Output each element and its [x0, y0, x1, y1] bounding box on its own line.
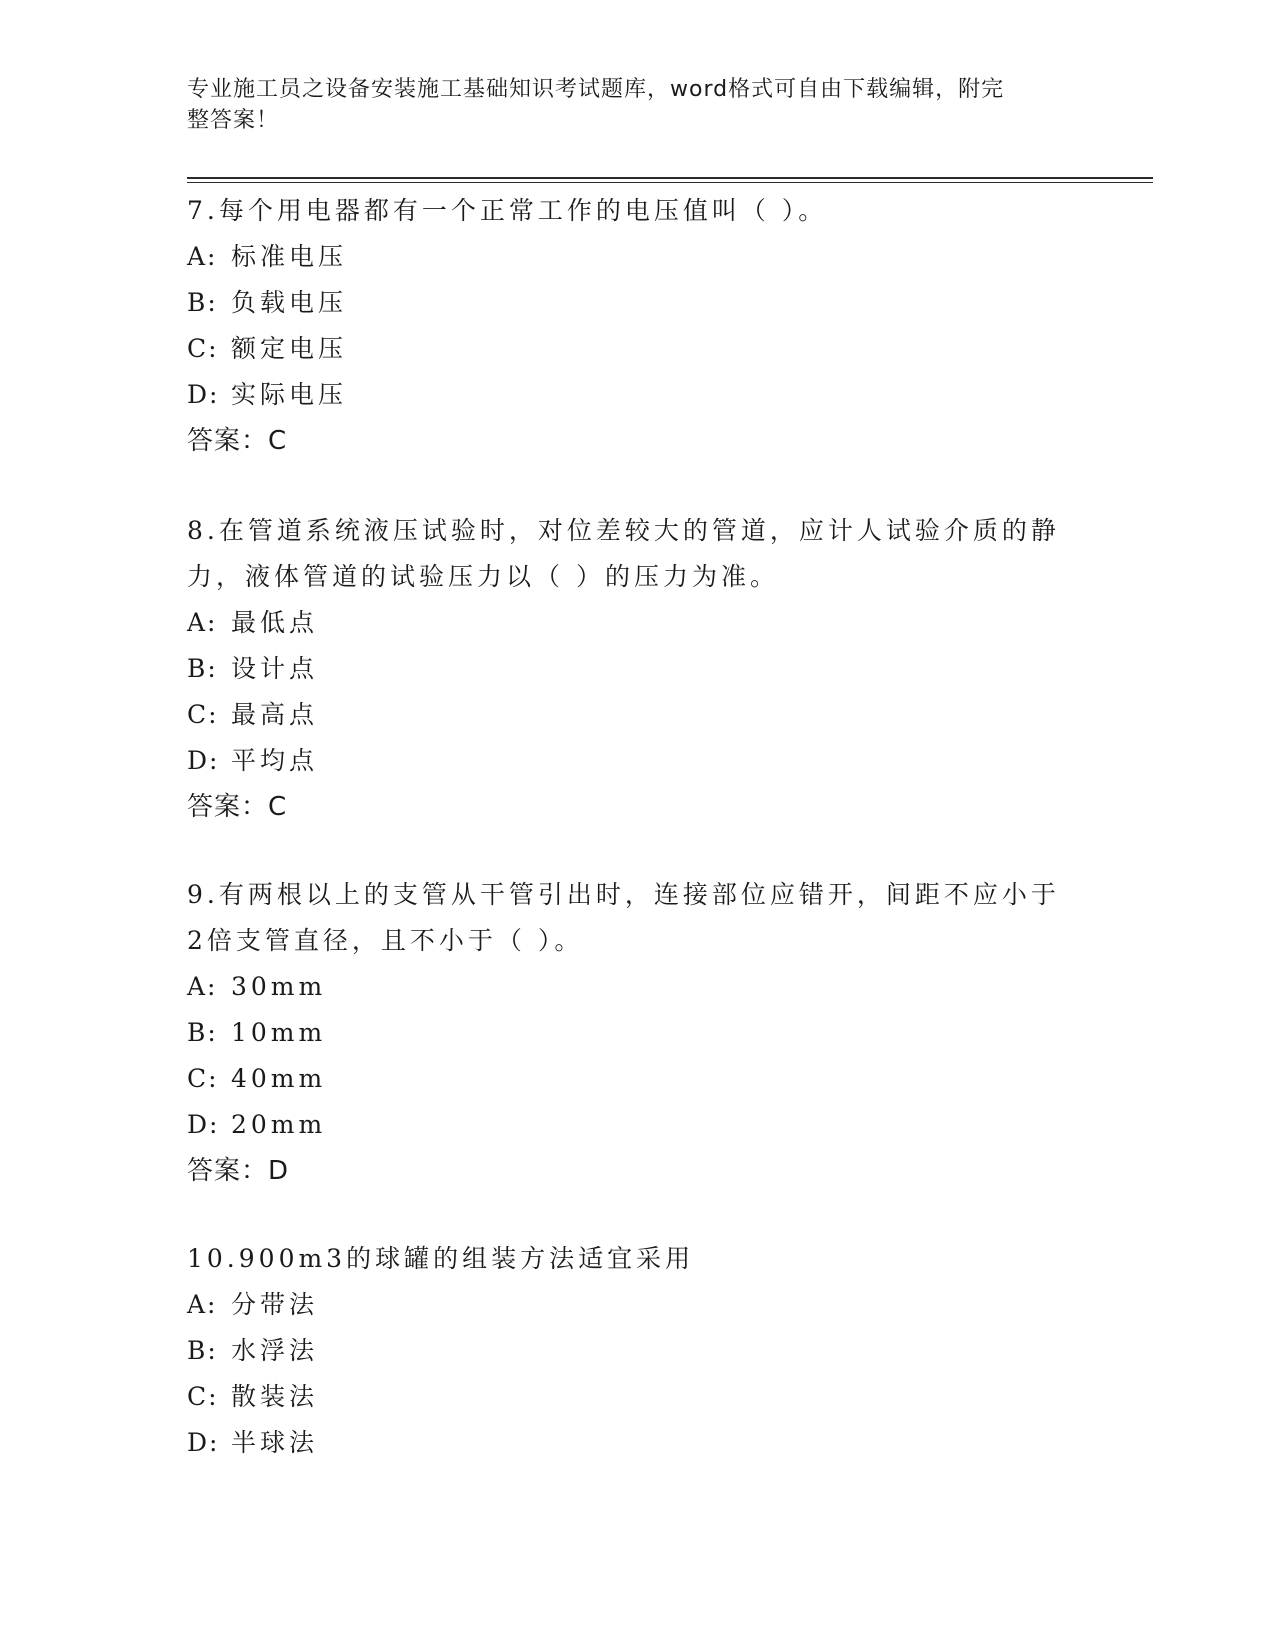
option-a	[187, 600, 1067, 646]
option-key: D:	[187, 1110, 220, 1139]
question-10	[187, 1236, 1067, 1466]
option-a	[187, 964, 1067, 1010]
option-c	[187, 692, 1067, 738]
question-7	[187, 188, 1067, 464]
option-text: 最高点	[231, 700, 319, 729]
option-text: 设计点	[231, 654, 319, 683]
option-key: B:	[187, 288, 218, 317]
option-b	[187, 1010, 1067, 1056]
answer-line: 答案：C	[187, 792, 288, 822]
option-text: 标准电压	[231, 242, 348, 271]
option-text: 实际电压	[231, 380, 348, 409]
question-8	[187, 508, 1067, 830]
question-text: 10.900m3的球罐的组装方法适宜采用	[187, 1244, 695, 1273]
option-b	[187, 646, 1067, 692]
header-divider-thin	[187, 182, 1153, 183]
option-text: 负载电压	[231, 288, 348, 317]
option-a	[187, 234, 1067, 280]
header-divider-thick	[187, 177, 1153, 179]
question-9	[187, 872, 1067, 1194]
option-c	[187, 1056, 1067, 1102]
option-c	[187, 1374, 1067, 1420]
option-key: A:	[187, 972, 218, 1001]
answer-line: 答案：D	[187, 1156, 290, 1186]
option-key: C:	[187, 1064, 219, 1093]
option-b	[187, 280, 1067, 326]
option-d	[187, 1420, 1067, 1466]
option-key: B:	[187, 1336, 218, 1365]
option-d	[187, 372, 1067, 418]
option-key: A:	[187, 1290, 218, 1319]
document-header	[187, 74, 1067, 136]
option-key: C:	[187, 1382, 219, 1411]
option-c	[187, 326, 1067, 372]
option-key: B:	[187, 654, 218, 683]
option-text: 30mm	[231, 972, 327, 1001]
option-text: 散装法	[231, 1382, 319, 1411]
option-d	[187, 1102, 1067, 1148]
option-key: D:	[187, 380, 220, 409]
option-key: D:	[187, 746, 220, 775]
option-text: 40mm	[231, 1064, 327, 1093]
question-text: 8.在管道系统液压试验时，对位差较大的管道，应计人试验介质的静力，液体管道的试验压力以（ ）的压力为准。	[187, 516, 1060, 591]
option-text: 20mm	[231, 1110, 327, 1139]
option-key: A:	[187, 608, 218, 637]
option-d	[187, 738, 1067, 784]
header-line-1: 专业施工员之设备安装施工基础知识考试题库，word格式可自由下载编辑，附完	[187, 77, 1005, 102]
option-key: C:	[187, 700, 219, 729]
option-key: C:	[187, 334, 219, 363]
option-text: 额定电压	[231, 334, 348, 363]
question-text: 9.有两根以上的支管从干管引出时，连接部位应错开，间距不应小于2倍支管直径，且不小于（ ）。	[187, 880, 1060, 955]
header-line-2: 整答案！	[187, 108, 280, 133]
option-key: D:	[187, 1428, 220, 1457]
option-text: 半球法	[231, 1428, 319, 1457]
option-text: 分带法	[231, 1290, 319, 1319]
option-text: 水浮法	[231, 1336, 319, 1365]
answer-line: 答案：C	[187, 426, 288, 456]
option-text: 平均点	[231, 746, 319, 775]
option-key: A:	[187, 242, 218, 271]
option-a	[187, 1282, 1067, 1328]
question-text: 7.每个用电器都有一个正常工作的电压值叫（ ）。	[187, 196, 828, 225]
option-text: 10mm	[231, 1018, 327, 1047]
option-b	[187, 1328, 1067, 1374]
option-key: B:	[187, 1018, 218, 1047]
option-text: 最低点	[231, 608, 319, 637]
